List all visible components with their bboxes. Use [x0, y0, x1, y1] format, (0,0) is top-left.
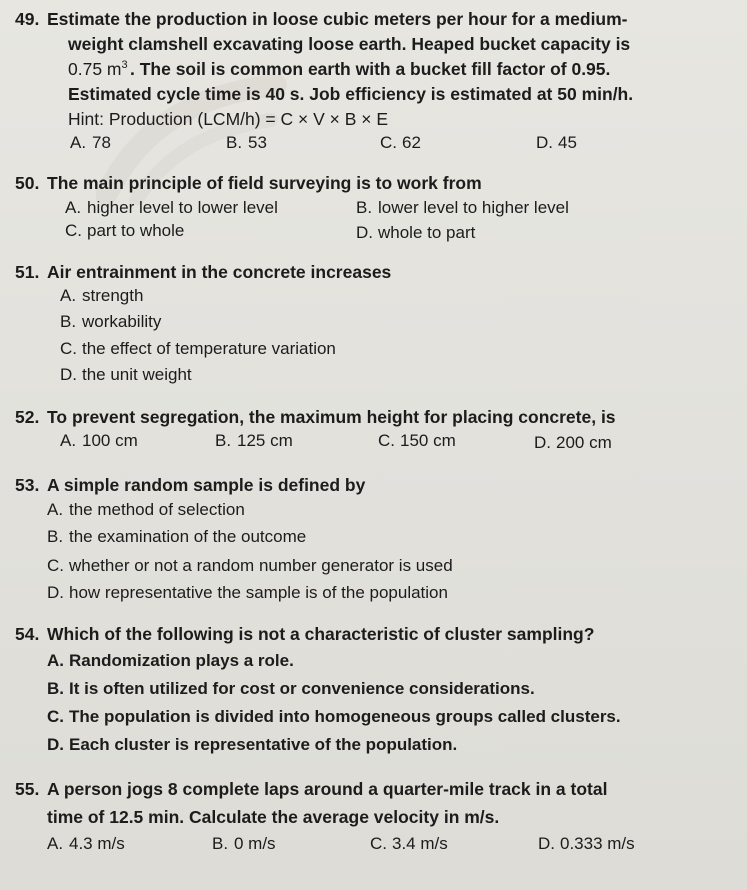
question-text-line: To prevent segregation, the maximum height for placing concrete, is [47, 407, 616, 427]
option-letter: A. [65, 198, 82, 217]
option-text: workability [82, 312, 162, 331]
option-b[interactable] [47, 678, 535, 700]
option-text: 3.4 m/s [392, 834, 448, 853]
option-a[interactable] [47, 833, 125, 855]
option-text: 4.3 m/s [69, 834, 125, 853]
option-letter: D. [60, 365, 77, 384]
question-text-line: . The soil is common earth with a bucket fill factor of 0.95. [130, 59, 611, 79]
option-text: 78 [92, 133, 111, 152]
option-text: It is often utilized for cost or convenience considerations. [69, 679, 535, 698]
question-text-line: A simple random sample is defined by [47, 475, 366, 495]
option-a[interactable] [47, 499, 245, 521]
option-d[interactable] [47, 734, 457, 756]
option-text: whether or not a random number generator is used [69, 556, 453, 575]
option-text: whole to part [378, 223, 476, 242]
question-text-line: Estimate the production in loose cubic meters per hour for a medium- [47, 9, 628, 29]
question-text-line: Estimated cycle time is 40 s. Job efficiency is estimated at 50 min/h. [68, 84, 634, 104]
question-number: 55. [15, 779, 40, 799]
question-number: 54. [15, 624, 40, 644]
option-text: the method of selection [69, 500, 245, 519]
option-text: 125 cm [237, 431, 293, 450]
option-letter: D. [356, 223, 373, 242]
option-text: 150 cm [400, 431, 456, 450]
option-letter: A. [47, 500, 64, 519]
option-text: 0.333 m/s [560, 834, 635, 853]
option-text: part to whole [87, 221, 185, 240]
option-text: 53 [248, 133, 267, 152]
option-text: The population is divided into homogeneous groups called clusters. [69, 707, 621, 726]
option-letter: C. [65, 221, 82, 240]
option-text: higher level to lower level [87, 198, 278, 217]
option-letter: C. [378, 431, 395, 450]
option-text: lower level to higher level [378, 198, 569, 217]
option-letter: A. [70, 133, 87, 152]
capacity-value: 0.75 m [68, 59, 122, 79]
option-text: the examination of the outcome [69, 527, 307, 546]
option-letter: A. [60, 286, 77, 305]
option-b[interactable] [212, 833, 276, 855]
option-b[interactable] [356, 197, 569, 219]
option-letter: D. [536, 133, 553, 152]
option-a[interactable] [70, 132, 111, 154]
option-a[interactable] [60, 430, 138, 452]
question-text-line: A person jogs 8 complete laps around a quarter-mile track in a total [47, 779, 608, 799]
question-number: 51. [15, 262, 40, 282]
question-text-line: time of 12.5 min. Calculate the average velocity in m/s. [47, 807, 500, 827]
option-letter: B. [47, 527, 64, 546]
question-number: 50. [15, 173, 40, 193]
question-number: 52. [15, 407, 40, 427]
option-b[interactable] [226, 132, 267, 154]
option-letter: A. [47, 834, 64, 853]
option-text: Randomization plays a role. [69, 651, 294, 670]
option-a[interactable] [60, 285, 143, 307]
option-c[interactable] [370, 833, 448, 855]
question-number: 53. [15, 475, 40, 495]
option-b[interactable] [47, 526, 306, 548]
question-text-line: Air entrainment in the concrete increases [47, 262, 392, 282]
option-letter: C. [47, 707, 64, 726]
option-letter: D. [534, 433, 551, 452]
option-c[interactable] [378, 430, 456, 452]
option-text: 62 [402, 133, 421, 152]
option-b[interactable] [215, 430, 293, 452]
option-letter: B. [47, 679, 64, 698]
option-a[interactable] [47, 650, 294, 672]
option-text: 200 cm [556, 433, 612, 452]
option-letter: B. [226, 133, 243, 152]
option-letter: C. [47, 556, 64, 575]
option-text: Each cluster is representative of the population. [69, 735, 458, 754]
option-text: 0 m/s [234, 834, 276, 853]
question-text-line: Which of the following is not a characteristic of cluster sampling? [47, 624, 595, 644]
option-d[interactable] [536, 132, 577, 154]
option-text: 45 [558, 133, 577, 152]
option-letter: C. [60, 339, 77, 358]
option-c[interactable] [47, 555, 453, 577]
option-letter: A. [60, 431, 77, 450]
option-letter: A. [47, 651, 64, 670]
question-number: 49. [15, 9, 40, 29]
option-letter: D. [47, 735, 64, 754]
option-text: 100 cm [82, 431, 138, 450]
option-c[interactable] [47, 706, 621, 728]
option-d[interactable] [356, 222, 475, 244]
option-text: the effect of temperature variation [82, 339, 336, 358]
option-letter: B. [215, 431, 232, 450]
question-text-line: The main principle of field surveying is to work from [47, 173, 482, 193]
option-c[interactable] [65, 220, 184, 242]
option-b[interactable] [60, 311, 161, 333]
option-text: the unit weight [82, 365, 192, 384]
option-letter: D. [538, 834, 555, 853]
option-d[interactable] [60, 364, 192, 386]
option-text: how representative the sample is of the population [69, 583, 448, 602]
option-a[interactable] [65, 197, 278, 219]
option-d[interactable] [47, 582, 448, 604]
option-letter: B. [212, 834, 229, 853]
option-letter: D. [47, 583, 64, 602]
option-letter: C. [370, 834, 387, 853]
question-hint: Hint: Production (LCM/h) = C × V × B × E [68, 109, 388, 129]
question-text-line [68, 58, 128, 80]
option-letter: B. [356, 198, 373, 217]
option-letter: C. [380, 133, 397, 152]
option-d[interactable] [534, 432, 612, 454]
question-text-line: weight clamshell excavating loose earth. Heaped bucket capacity is [68, 34, 631, 54]
option-c[interactable] [60, 338, 336, 360]
option-c[interactable] [380, 132, 421, 154]
superscript: 3 [121, 59, 128, 72]
option-text: strength [82, 286, 144, 305]
option-d[interactable] [538, 833, 635, 855]
option-letter: B. [60, 312, 77, 331]
